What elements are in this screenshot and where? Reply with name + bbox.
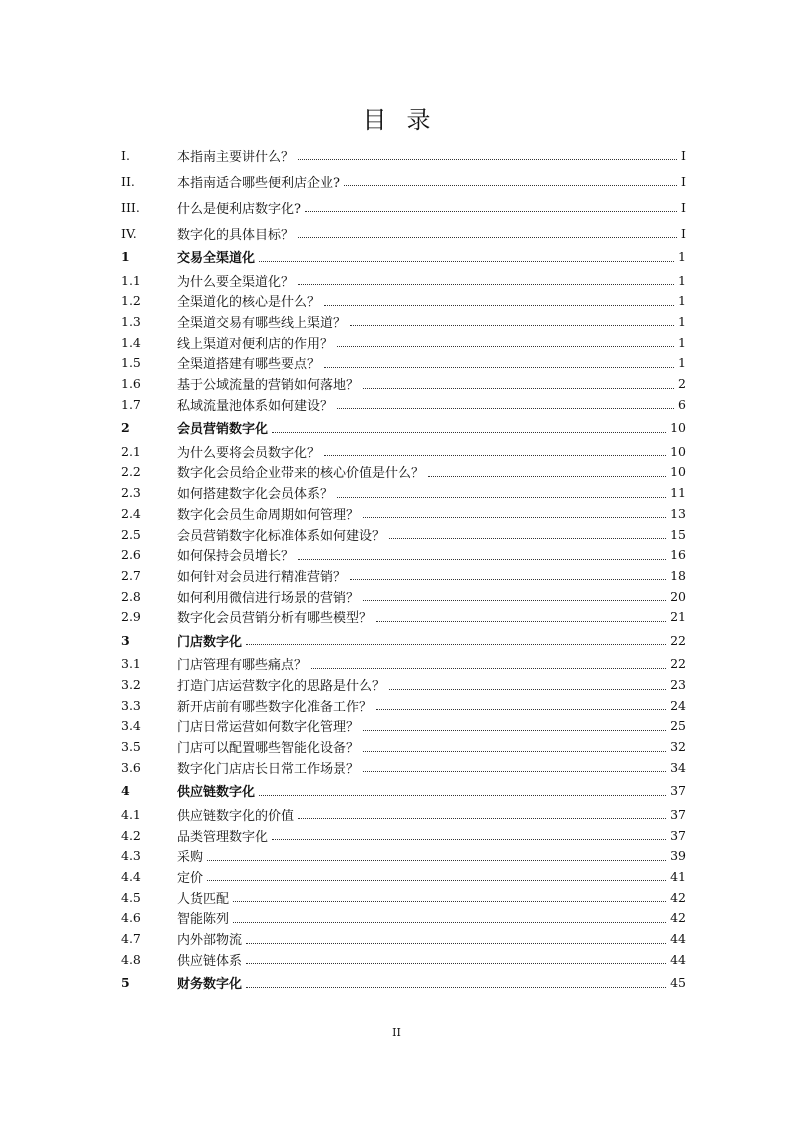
toc-entry-page: 1: [678, 293, 686, 309]
toc-entry[interactable]: [121, 353, 686, 373]
toc-entry-page: I: [681, 147, 686, 163]
toc-entry-number: 4.4: [121, 868, 141, 884]
toc-entry-title: 私域流量池体系如何建设？: [177, 398, 334, 414]
toc-entry-number: 2.2: [121, 464, 141, 480]
toc-entry-page: 6: [678, 396, 686, 412]
toc-entry-number: 3.5: [121, 739, 141, 755]
toc-entry-page: 37: [670, 783, 686, 799]
toc-entry-title: 打造门店运营数字化的思路是什么？: [177, 679, 386, 694]
toc-entry[interactable]: [121, 223, 686, 243]
toc-entry[interactable]: [121, 462, 686, 482]
toc-entry-page: 13: [670, 505, 686, 521]
toc-entry-page: 20: [670, 588, 686, 604]
toc-entry-number: III.: [121, 199, 140, 215]
toc-entry-title: 本指南适合哪些便利店企业?: [177, 175, 340, 191]
toc-entry-page: 32: [670, 739, 686, 755]
dot-leader: [337, 345, 674, 347]
toc-entry-page: 1: [678, 249, 686, 264]
dot-leader: [298, 558, 666, 560]
toc-entry-title: 线上渠道对便利店的作用？: [177, 336, 334, 352]
toc-entry[interactable]: [121, 887, 686, 907]
toc-entry[interactable]: [121, 695, 686, 715]
dot-leader: [246, 962, 666, 964]
toc-entry-title: 为什么要将会员数字化？: [177, 445, 321, 461]
toc-entry[interactable]: [121, 247, 686, 267]
toc-entry-title: 为什么要全渠道化？: [177, 274, 295, 290]
toc-entry[interactable]: [121, 716, 686, 736]
toc-entry-number: 2.4: [121, 505, 141, 521]
toc-entry-title: 什么是便利店数字化?: [177, 201, 301, 217]
toc-entry-title: 本指南主要讲什么？: [177, 149, 295, 165]
dot-leader: [389, 537, 666, 539]
toc-entry-title: 数字化会员营销分析有哪些模型？: [177, 611, 373, 627]
toc-entry-title: 数字化的具体目标？: [177, 227, 295, 243]
toc-entry-number: 3.3: [121, 697, 141, 713]
toc-entry-number: 2.8: [121, 588, 141, 604]
toc-entry-page: 41: [670, 868, 686, 884]
toc-entry-title: 全渠道交易有哪些线上渠道？: [177, 315, 347, 331]
toc-entry-page: 1: [678, 334, 686, 350]
dot-leader: [298, 283, 674, 285]
toc-entry-title: 供应链数字化: [177, 785, 256, 801]
toc-entry-number: I.: [121, 147, 130, 163]
page-number-footer: II: [392, 1026, 401, 1039]
dot-leader: [363, 729, 666, 731]
toc-entry[interactable]: [121, 586, 686, 606]
page-title: [0, 100, 793, 135]
toc-entry-title: 数字化会员给企业带来的核心价值是什么？: [177, 466, 425, 482]
dot-leader: [350, 578, 666, 580]
toc-entry-page: 42: [670, 889, 686, 905]
dot-leader: [298, 817, 666, 819]
toc-entry-title: 基于公域流量的营销如何落地？: [177, 378, 360, 393]
dot-leader: [207, 859, 666, 861]
toc-entry-number: 2.6: [121, 547, 141, 563]
toc-entry-title: 定价: [177, 870, 204, 886]
toc-entry-page: 10: [670, 464, 686, 480]
toc-entry[interactable]: [121, 949, 686, 969]
toc-entry-number: 3.4: [121, 718, 141, 734]
toc-entry-title: 全渠道搭建有哪些要点？: [177, 357, 321, 373]
toc-entry-title: 如何保持会员增长？: [177, 549, 295, 565]
toc-entry[interactable]: [121, 737, 686, 757]
toc-entry-page: I: [681, 199, 686, 215]
toc-entry-number: 4.7: [121, 931, 141, 946]
title-char-2: 录: [406, 106, 431, 134]
toc-entry-page: 18: [670, 567, 686, 583]
dot-leader: [207, 879, 666, 881]
toc-entry-title: 内外部物流: [177, 933, 243, 948]
dot-leader: [259, 260, 674, 262]
toc-entry-number: 1.6: [121, 376, 141, 391]
toc-entry-page: 37: [670, 827, 686, 843]
toc-entry-number: 3.1: [121, 656, 141, 672]
toc-entry[interactable]: [121, 908, 686, 928]
dot-leader: [272, 838, 666, 840]
toc-entry-number: 2.9: [121, 609, 141, 625]
dot-leader: [305, 210, 677, 212]
toc-entry-page: 22: [670, 656, 686, 672]
toc-entry-number: 4.1: [121, 806, 141, 822]
toc-entry[interactable]: [121, 441, 686, 461]
toc-entry-page: 22: [670, 632, 686, 648]
toc-entry-number: 2.5: [121, 526, 141, 542]
dot-leader: [389, 688, 666, 690]
title-char-1: 目: [362, 106, 387, 134]
dot-leader: [363, 387, 674, 389]
toc-entry-number: II.: [121, 173, 135, 189]
toc-entry[interactable]: [121, 825, 686, 845]
toc-entry-page: 37: [670, 806, 686, 822]
dot-leader: [246, 986, 666, 988]
toc-entry-title: 供应链数字化的价值: [177, 808, 295, 824]
toc-entry-title: 人货匹配: [177, 891, 230, 907]
toc-entry-title: 智能陈列: [177, 912, 230, 928]
toc-entry-page: I: [681, 225, 686, 241]
toc-entry-title: 采购: [177, 850, 204, 866]
toc-entry-number: 4.8: [121, 951, 141, 967]
toc-entry-number: 4.3: [121, 848, 141, 864]
toc-entry-title: 全渠道化的核心是什么？: [177, 295, 321, 311]
toc-entry-number: 1: [121, 249, 130, 264]
toc-entry-title: 会员营销数字化标准体系如何建设？: [177, 528, 386, 544]
toc-entry[interactable]: [121, 781, 686, 801]
toc-entry-page: 24: [670, 697, 686, 713]
toc-entry[interactable]: [121, 565, 686, 585]
toc-entry-number: 3: [121, 632, 130, 648]
toc-entry-number: 4: [121, 783, 130, 799]
toc-entry-page: 23: [670, 677, 686, 692]
toc-entry-title: 门店日常运营如何数字化管理？: [177, 720, 360, 736]
dot-leader: [350, 324, 674, 326]
dot-leader: [376, 708, 666, 710]
toc-entry-number: 2.7: [121, 567, 141, 583]
toc-entry[interactable]: [121, 630, 686, 650]
toc-entry-number: 2.1: [121, 443, 141, 459]
toc-entry[interactable]: [121, 332, 686, 352]
dot-leader: [376, 620, 666, 622]
toc-entry-page: 15: [670, 526, 686, 542]
toc-entry-number: 1.5: [121, 355, 141, 371]
dot-leader: [246, 942, 666, 944]
toc-entry-page: 2: [678, 376, 686, 391]
dot-leader: [311, 667, 666, 669]
toc-entry[interactable]: [121, 418, 686, 438]
toc-entry-page: 10: [670, 443, 686, 459]
toc-entry-page: 1: [678, 313, 686, 329]
toc-entry-number: 4.6: [121, 910, 141, 926]
dot-leader: [246, 643, 666, 645]
toc-entry-title: 数字化会员生命周期如何管理？: [177, 507, 360, 523]
dot-leader: [344, 184, 677, 186]
toc-entry-title: 门店可以配置哪些智能化设备？: [177, 741, 360, 757]
dot-leader: [324, 454, 666, 456]
toc-entry-number: 5: [121, 975, 130, 991]
toc-entry-page: 25: [670, 718, 686, 734]
toc-entry[interactable]: [121, 291, 686, 311]
toc-entry-number: 1.4: [121, 334, 141, 350]
toc-entry[interactable]: [121, 654, 686, 674]
toc-entry[interactable]: [121, 503, 686, 523]
toc-entry-title: 供应链体系: [177, 953, 243, 969]
dot-leader: [337, 496, 666, 498]
toc-entry[interactable]: [121, 804, 686, 824]
toc-entry-page: 45: [670, 975, 686, 991]
toc-entry[interactable]: [121, 145, 686, 165]
toc-entry-number: 3.2: [121, 677, 141, 692]
toc-entry-page: 1: [678, 272, 686, 288]
toc-entry[interactable]: [121, 171, 686, 191]
dot-leader: [363, 516, 666, 518]
toc-entry-number: 1.3: [121, 313, 141, 329]
toc-entry[interactable]: [121, 197, 686, 217]
toc-entry[interactable]: [121, 929, 686, 949]
dot-leader: [259, 794, 666, 796]
toc-entry[interactable]: [121, 483, 686, 503]
toc-entry-title: 交易全渠道化: [177, 251, 256, 266]
dot-leader: [298, 158, 677, 160]
dot-leader: [428, 475, 666, 477]
toc-entry-number: 3.6: [121, 759, 141, 775]
toc-entry-number: 2: [121, 420, 130, 436]
toc-entry-page: 10: [670, 420, 686, 436]
dot-leader: [298, 236, 677, 238]
toc-entry-page: 21: [670, 609, 686, 625]
toc-entry[interactable]: [121, 866, 686, 886]
toc-entry[interactable]: [121, 545, 686, 565]
toc-entry-title: 如何搭建数字化会员体系？: [177, 487, 334, 503]
toc-entry[interactable]: [121, 973, 686, 993]
dot-leader: [324, 366, 674, 368]
toc-entry[interactable]: [121, 270, 686, 290]
toc-entry-title: 财务数字化: [177, 977, 243, 993]
dot-leader: [233, 900, 666, 902]
toc-entry-page: 39: [670, 848, 686, 864]
toc-entry[interactable]: [121, 607, 686, 627]
toc-entry-title: 会员营销数字化: [177, 422, 269, 438]
toc-entry-page: 44: [670, 951, 686, 967]
dot-leader: [324, 304, 674, 306]
dot-leader: [363, 599, 666, 601]
toc-entry-title: 如何利用微信进行场景的营销？: [177, 590, 360, 606]
toc-entry-title: 数字化门店店长日常工作场景？: [177, 761, 360, 777]
toc-entry-page: 1: [678, 355, 686, 371]
toc-entry-page: 16: [670, 547, 686, 563]
dot-leader: [272, 431, 666, 433]
toc-entry-number: 4.5: [121, 889, 141, 905]
toc-entry-number: 1.7: [121, 396, 141, 412]
toc-entry-title: 品类管理数字化: [177, 829, 269, 845]
toc-entry-page: I: [681, 173, 686, 189]
toc-entry-page: 11: [670, 485, 686, 501]
toc-entry-number: IV.: [121, 225, 137, 241]
toc-entry-title: 如何针对会员进行精准营销？: [177, 569, 347, 585]
toc-entry-page: 44: [670, 931, 686, 946]
dot-leader: [233, 921, 666, 923]
toc-entry-number: 2.3: [121, 485, 141, 501]
toc-entry[interactable]: [121, 846, 686, 866]
toc-entry[interactable]: [121, 374, 686, 394]
toc-entry[interactable]: [121, 524, 686, 544]
toc-entry-title: 门店数字化: [177, 634, 243, 650]
toc-entry-number: 1.1: [121, 272, 141, 288]
toc-entry-title: 新开店前有哪些数字化准备工作？: [177, 699, 373, 715]
toc-entry[interactable]: [121, 311, 686, 331]
dot-leader: [337, 407, 674, 409]
dot-leader: [363, 750, 666, 752]
dot-leader: [363, 770, 666, 772]
toc-entry[interactable]: [121, 394, 686, 414]
toc-entry-page: 34: [670, 759, 686, 775]
toc-entry[interactable]: [121, 757, 686, 777]
toc-entry-title: 门店管理有哪些痛点？: [177, 658, 308, 674]
toc-entry-number: 4.2: [121, 827, 141, 843]
toc-entry[interactable]: [121, 675, 686, 695]
toc-entry-page: 42: [670, 910, 686, 926]
toc-entry-number: 1.2: [121, 293, 141, 309]
